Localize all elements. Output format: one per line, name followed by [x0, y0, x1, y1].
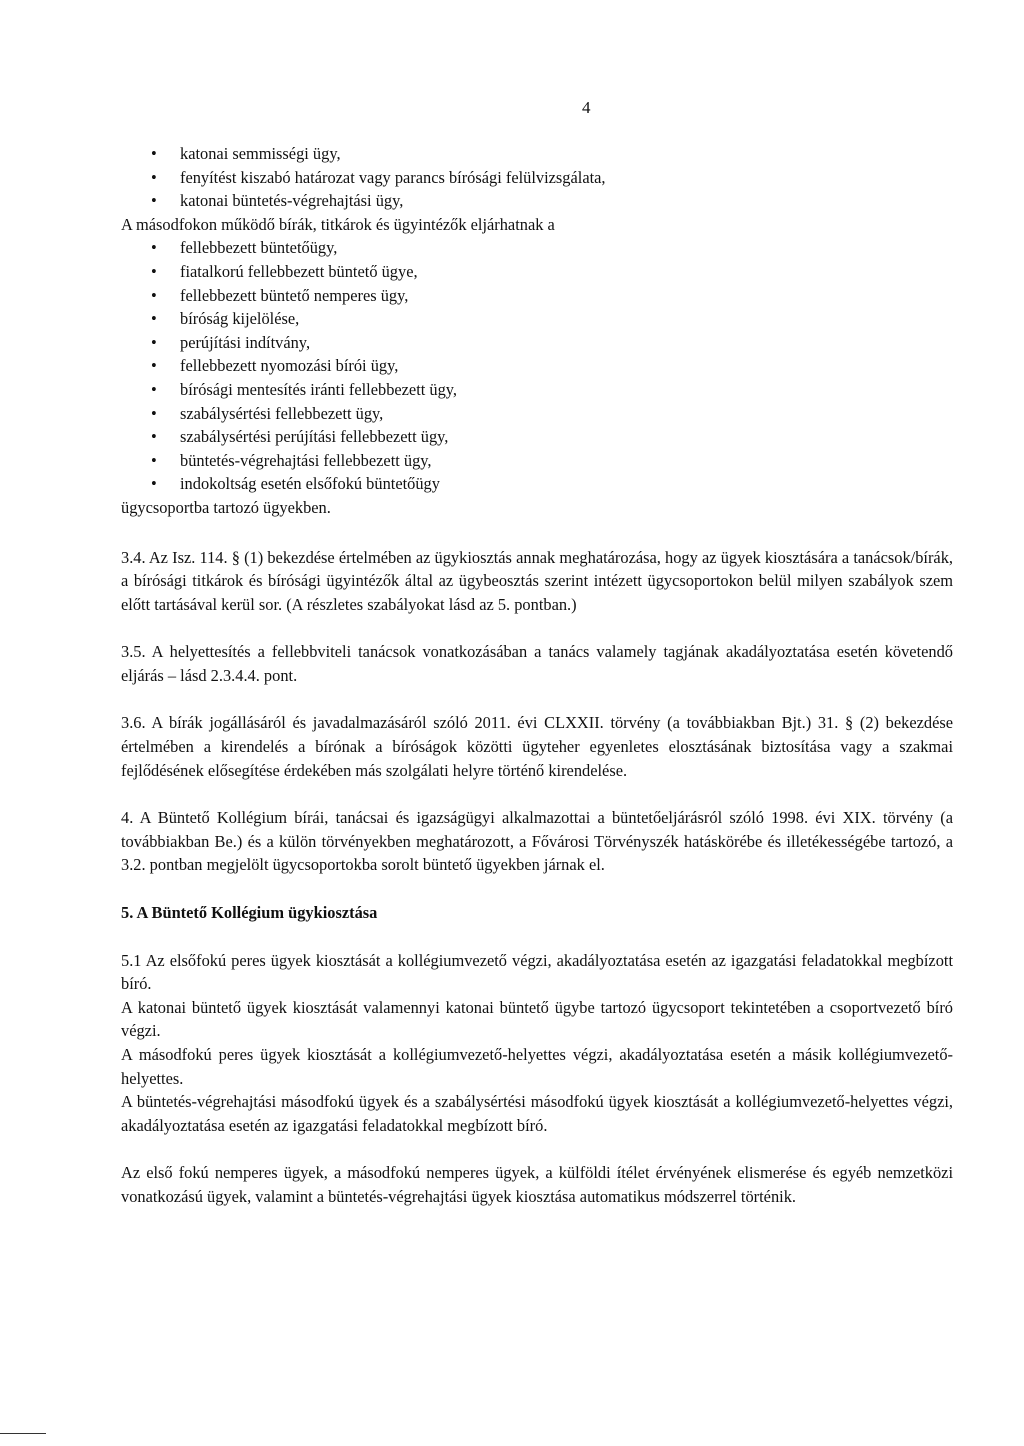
paragraph-3-5: 3.5. A helyettesítés a fellebbviteli tanácsok vonatkozásában a tanács valamely tagjának akadályoztatása esetén követendő eljárás – lásd 2.3.4.4. pont. [121, 642, 953, 685]
list-item: • bírósági mentesítés iránti fellebbezett ügy, [121, 378, 953, 402]
paragraph-3-4: 3.4. Az Isz. 114. § (1) bekezdése értelmében az ügykiosztás annak meghatározása, hogy az ügyek kiosztására a tanácsok/bírák, a bírósági titkárok és bírósági ügyintézők által az ügybeosztás szerint intézett ügycsoportokon belül milyen szabályok szem előtt tartásával kerül sor. (A részletes szabályokat lásd az 5. pontban.) [121, 547, 953, 614]
footer-rule [0, 1433, 46, 1434]
list-a [121, 142, 953, 213]
list-item: • indokoltság esetén elsőfokú büntetőügy [121, 472, 953, 496]
list-b [121, 236, 953, 496]
list-item: • fellebbezett büntetőügy, [121, 236, 953, 260]
list-item: • bíróság kijelölése, [121, 307, 953, 331]
paragraph-last: Az első fokú nemperes ügyek, a másodfokú nemperes ügyek, a külföldi ítélet érvényének elismerése és egyéb nemzetközi vonatkozású ügyek, valamint a büntetés-végrehajtási ügyek kiosztása automatikus módszerrel történik. [121, 1163, 953, 1206]
list-item: • perújítási indítvány, [121, 331, 953, 355]
list-item: • fiatalkorú fellebbezett büntető ügye, [121, 260, 953, 284]
paragraph-5-1d: A büntetés-végrehajtási másodfokú ügyek és a szabálysértési másodfokú ügyek kiosztását a kollégiumvezető-helyettes végzi, akadályoztatása esetén az igazgatási feladatokkal megbízott bíró. [121, 1092, 953, 1135]
closing-b: ügycsoportba tartozó ügyekben. [121, 497, 331, 517]
list-item: • büntetés-végrehajtási fellebbezett ügy, [121, 449, 953, 473]
paragraph-4: 4. A Büntető Kollégium bírái, tanácsai és igazságügyi alkalmazottai a büntetőeljárásról szóló 1998. évi XIX. törvény (a továbbiakban Be.) és a külön törvényekben meghatározott, a Fővárosi Törvényszék hatáskörébe és illetékességébe tartozó, a 3.2. pontban megjelölt ügycsoportokba sorolt büntető ügyekben járnak el. [121, 808, 953, 875]
paragraph-5-1: 5.1 Az elsőfokú peres ügyek kiosztását a kollégiumvezető végzi, akadályoztatása esetén az igazgatási feladatokkal megbízott bíró. [121, 950, 953, 994]
document-body [121, 142, 953, 1209]
paragraph-5-1c: A másodfokú peres ügyek kiosztását a kollégiumvezető-helyettes végzi, akadályoztatása esetén a másik kollégiumvezető-helyettes. [121, 1045, 953, 1088]
list-item: • fellebbezett nyomozási bírói ügy, [121, 354, 953, 378]
page-number: 4 [582, 98, 591, 117]
paragraph-3-6: 3.6. A bírák jogállásáról és javadalmazásáról szóló 2011. évi CLXXII. törvény (a továbbiakban Bjt.) 31. § (2) bekezdése értelmében a kirendelés a bírónak a bíróságok közötti ügyteher egyenletes elosztásának biztosítása vagy a szakmai fejlődésének elősegítése érdekében más szolgálati helyre történő kirendelése. [121, 713, 953, 780]
list-item: • katonai büntetés-végrehajtási ügy, [121, 189, 953, 213]
intro-b: A másodfokon működő bírák, titkárok és ügyintézők eljárhatnak a [121, 214, 555, 234]
list-item: • szabálysértési perújítási fellebbezett ügy, [121, 425, 953, 449]
list-item: • fellebbezett büntető nemperes ügy, [121, 284, 953, 308]
list-item: • fenyítést kiszabó határozat vagy parancs bírósági felülvizsgálata, [121, 166, 953, 190]
list-item: • szabálysértési fellebbezett ügy, [121, 402, 953, 426]
paragraph-5-1b: A katonai büntető ügyek kiosztását valamennyi katonai büntető ügybe tartozó ügycsoport tekintetében a csoportvezető bíró végzi. [121, 997, 953, 1041]
section-heading-5: 5. A Büntető Kollégium ügykiosztása [121, 903, 378, 923]
list-item: • katonai semmisségi ügy, [121, 142, 953, 166]
